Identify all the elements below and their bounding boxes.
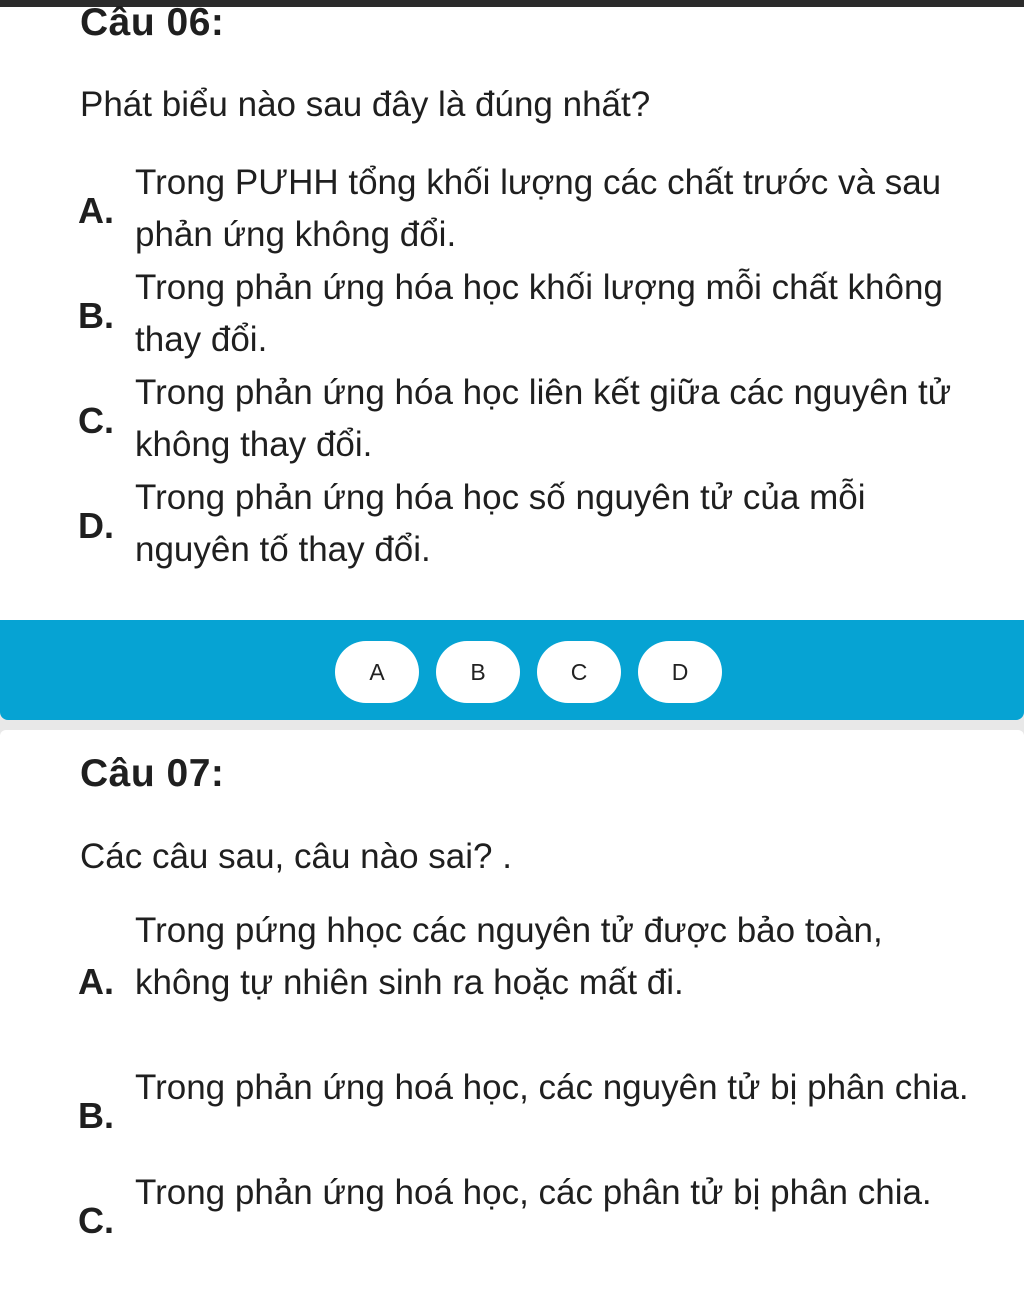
answer-button-d[interactable]: D — [638, 641, 722, 703]
option-letter: C. — [78, 1200, 114, 1241]
question-prompt: Phát biểu nào sau đây là đúng nhất? — [80, 85, 651, 124]
answer-button-b[interactable]: B — [436, 641, 520, 703]
option-letter: D. — [78, 505, 114, 546]
question-card-06 — [0, 1, 1024, 620]
option-text: Trong PƯHH tổng khối lượng các chất trước và sau phản ứng không đổi. — [135, 163, 942, 254]
answer-button-c[interactable]: C — [537, 641, 621, 703]
option-letter: C. — [78, 400, 114, 441]
option-letter: A. — [78, 190, 114, 231]
option-text: Trong phản ứng hóa học khối lượng mỗi chất không thay đổi. — [135, 268, 943, 359]
question-card-07 — [0, 730, 1024, 1290]
answer-button-a[interactable]: A — [335, 641, 419, 703]
option-text: Trong pứng hhọc các nguyên tử được bảo toàn, không tự nhiên sinh ra hoặc mất đi. — [135, 911, 883, 1002]
option-text: Trong phản ứng hoá học, các nguyên tử bị phân chia. — [135, 1068, 969, 1107]
question-title: Câu 06: — [80, 1, 225, 44]
question-prompt: Các câu sau, câu nào sai? . — [80, 837, 512, 876]
answer-bar — [0, 620, 1024, 720]
option-letter: B. — [78, 1095, 114, 1136]
option-letter: A. — [78, 961, 114, 1002]
option-letter: B. — [78, 295, 114, 336]
question-title: Câu 07: — [80, 752, 225, 795]
option-text: Trong phản ứng hóa học liên kết giữa các nguyên tử không thay đổi. — [135, 373, 952, 464]
option-text: Trong phản ứng hóa học số nguyên tử của mỗi nguyên tố thay đổi. — [135, 478, 866, 569]
option-text: Trong phản ứng hoá học, các phân tử bị phân chia. — [135, 1173, 932, 1212]
